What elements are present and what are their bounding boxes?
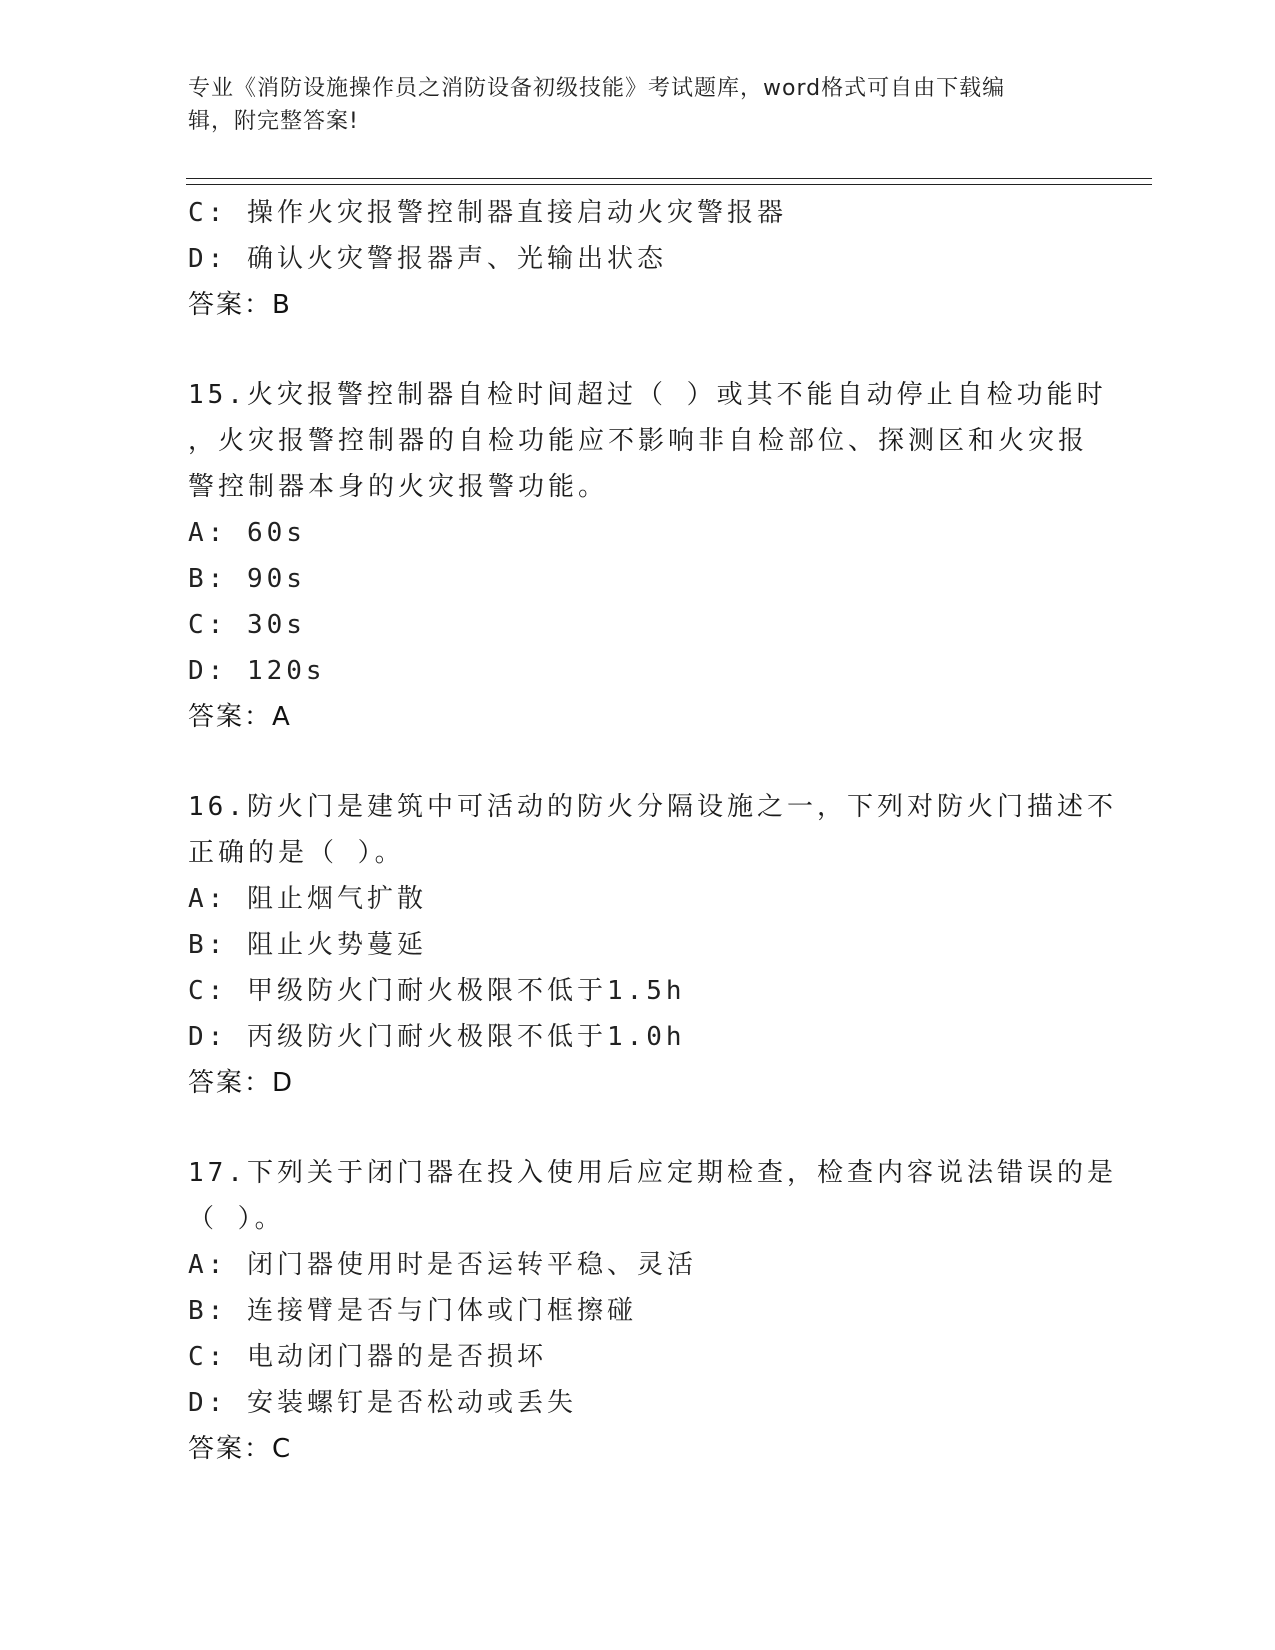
answer: 答案：B (188, 290, 292, 320)
option-b: B: 90s (188, 564, 306, 594)
answer: 答案：D (188, 1068, 295, 1098)
question-16 (188, 784, 1117, 1106)
option-c: C: 甲级防火门耐火极限不低于1.5h (188, 976, 686, 1006)
option-d: D: 丙级防火门耐火极限不低于1.0h (188, 1022, 686, 1052)
answer: 答案：A (188, 702, 292, 732)
question-15 (188, 372, 1107, 740)
partial-question (188, 190, 1088, 328)
question-stem-line: ，火灾报警控制器的自检功能应不影响非自检部位、探测区和火灾报 (188, 426, 1089, 456)
question-stem-line: 17.下列关于闭门器在投入使用后应定期检查，检查内容说法错误的是 (188, 1158, 1117, 1188)
option-c: C: 30s (188, 610, 306, 640)
question-stem-line: 15.火灾报警控制器自检时间超过（ ）或其不能自动停止自检功能时 (188, 380, 1107, 410)
option-a: A: 阻止烟气扩散 (188, 884, 427, 914)
option-d: D: 确认火灾警报器声、光输出状态 (188, 244, 667, 274)
header-divider-top (186, 178, 1152, 179)
option-b: B: 连接臂是否与门体或门框擦碰 (188, 1296, 637, 1326)
question-stem-line: 正确的是（ ）。 (188, 838, 405, 868)
question-17 (188, 1150, 1117, 1472)
option-d: D: 120s (188, 656, 326, 686)
question-stem-line: 16.防火门是建筑中可活动的防火分隔设施之一，下列对防火门描述不 (188, 792, 1117, 822)
option-d: D: 安装螺钉是否松动或丢失 (188, 1388, 577, 1418)
question-list (188, 190, 1117, 1472)
question-stem-line: （ ）。 (188, 1204, 285, 1234)
answer: 答案：C (188, 1434, 293, 1464)
option-a: A: 60s (188, 518, 306, 548)
document-header (188, 72, 1088, 138)
option-c: C: 电动闭门器的是否损坏 (188, 1342, 547, 1372)
option-b: B: 阻止火势蔓延 (188, 930, 427, 960)
option-c: C: 操作火灾报警控制器直接启动火灾警报器 (188, 198, 787, 228)
question-stem-line: 警控制器本身的火灾报警功能。 (188, 472, 609, 502)
header-line-2: 辑，附完整答案! (188, 109, 359, 134)
option-a: A: 闭门器使用时是否运转平稳、灵活 (188, 1250, 697, 1280)
header-divider-bottom (186, 184, 1152, 185)
header-line-1: 专业《消防设施操作员之消防设备初级技能》考试题库，word格式可自由下载编 (188, 76, 1006, 101)
